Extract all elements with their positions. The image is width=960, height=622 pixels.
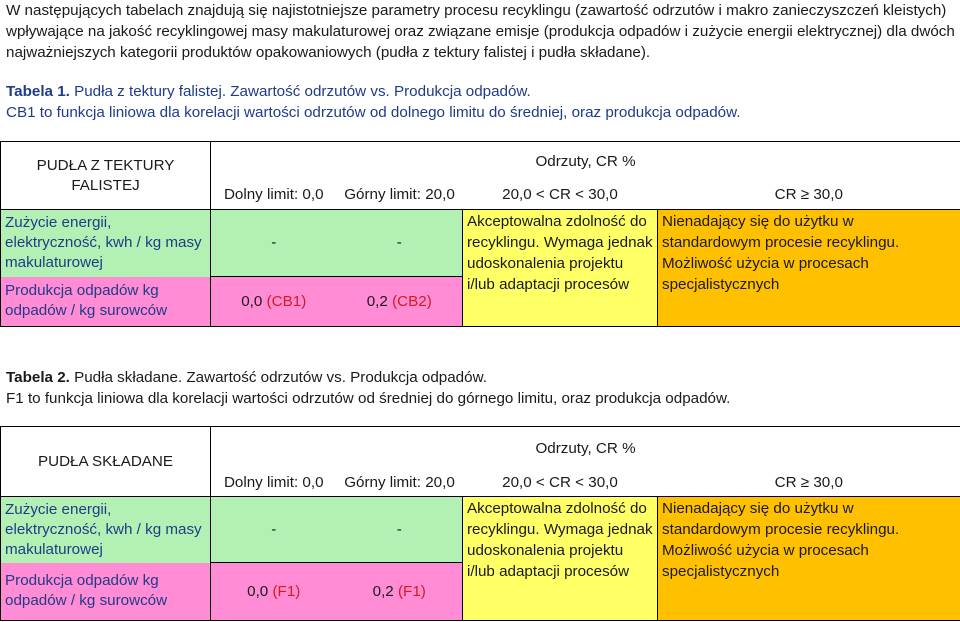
table2-mid-text: Akceptowalna zdolność do recyklingu. Wymaga jednak udoskonalenia projektu i/lub adaptacji procesów (463, 497, 658, 621)
table1-caption-line2: CB1 to funkcja liniowa dla korelacji wartości odrzutów od dolnego limitu do średniej, oraz produkcja odpadów. (6, 104, 741, 121)
table2-caption-text: Pudła składane. Zawartość odrzutów vs. Produkcja odpadów. (69, 369, 487, 386)
table1-caption (6, 81, 531, 102)
table1-col-high: CR ≥ 30,0 (658, 182, 960, 210)
table2-production-label: Produkcja odpadów kg odpadów / kg surowców (1, 563, 211, 621)
table2-col-mid: 20,0 < CR < 30,0 (463, 471, 658, 497)
table1-energy-lower: - (211, 210, 337, 277)
table1-caption-text: Pudła z tektury falistej. Zawartość odrzutów vs. Produkcja odpadów. (69, 83, 531, 100)
table1 (0, 141, 960, 327)
table1-mid-text: Akceptowalna zdolność do recyklingu. Wymaga jednak udoskonalenia projektu i/lub adaptacji procesów (463, 210, 658, 327)
table1-prod-lower-ref: (CB1) (266, 292, 307, 310)
table1-cr-header: Odrzuty, CR % (211, 142, 960, 182)
table2-caption (6, 367, 487, 388)
table2-energy-upper: - (337, 497, 463, 563)
table1-corner: PUDŁA Z TEKTURY FALISTEJ (1, 142, 211, 210)
table1-prod-lower (211, 277, 337, 327)
table2-cr-header: Odrzuty, CR % (211, 427, 960, 471)
table1-prod-upper-ref: (CB2) (392, 292, 432, 310)
table2-col-lower: Dolny limit: 0,0 (211, 471, 337, 497)
table1-prod-upper-value: 0,2 (366, 292, 388, 310)
table2 (0, 426, 960, 621)
table2-prod-lower-value: 0,0 (247, 582, 269, 600)
table2-prod-upper-value: 0,2 (372, 582, 394, 600)
table2-corner: PUDŁA SKŁADANE (1, 427, 211, 497)
table1-prod-upper (337, 277, 463, 327)
table2-prod-upper-ref: (F1) (398, 582, 426, 600)
table1-energy-upper: - (337, 210, 463, 277)
table2-caption-line2: F1 to funkcja liniowa dla korelacji wartości odrzutów od średniej do górnego limitu, oraz produkcja odpadów. (6, 390, 731, 407)
table1-caption-label: Tabela 1. (6, 83, 70, 100)
table2-high-text: Nienadający się do użytku w standardowym procesie recyklingu. Możliwość użycia w procesach specjalistycznych (658, 497, 960, 621)
table2-col-upper: Górny limit: 20,0 (337, 471, 463, 497)
table1-high-text: Nienadający się do użytku w standardowym procesie recyklingu. Możliwość użycia w procesach specjalistycznych (658, 210, 960, 327)
table2-prod-upper (337, 563, 463, 621)
table1-production-label: Produkcja odpadów kg odpadów / kg surowców (1, 277, 211, 327)
table2-energy-lower: - (211, 497, 337, 563)
table2-caption-label: Tabela 2. (6, 369, 70, 386)
table2-energy-label: Zużycie energii, elektryczność, kwh / kg masy makulaturowej (1, 497, 211, 563)
table1-prod-lower-value: 0,0 (241, 292, 263, 310)
table2-col-high: CR ≥ 30,0 (658, 471, 960, 497)
table1-col-upper: Górny limit: 20,0 (337, 182, 463, 210)
intro-paragraph: W następujących tabelach znajdują się najistotniejsze parametry procesu recyklingu (zawartość odrzutów i makro zanieczyszczeń kleistych) wpływające na jakość recyklingowej masy makulaturowej oraz związane emisje (produkcja odpadów i zużycie energii elektrycznej) dla dwóch najważniejszych kategorii produktów opakowaniowych (pudła z tektury falistej i pudła składane). (6, 2, 955, 61)
table1-col-lower: Dolny limit: 0,0 (211, 182, 337, 210)
table2-prod-lower (211, 563, 337, 621)
table1-col-mid: 20,0 < CR < 30,0 (463, 182, 658, 210)
table1-energy-label: Zużycie energii, elektryczność, kwh / kg masy makulaturowej (1, 210, 211, 277)
table2-prod-lower-ref: (F1) (272, 582, 301, 600)
